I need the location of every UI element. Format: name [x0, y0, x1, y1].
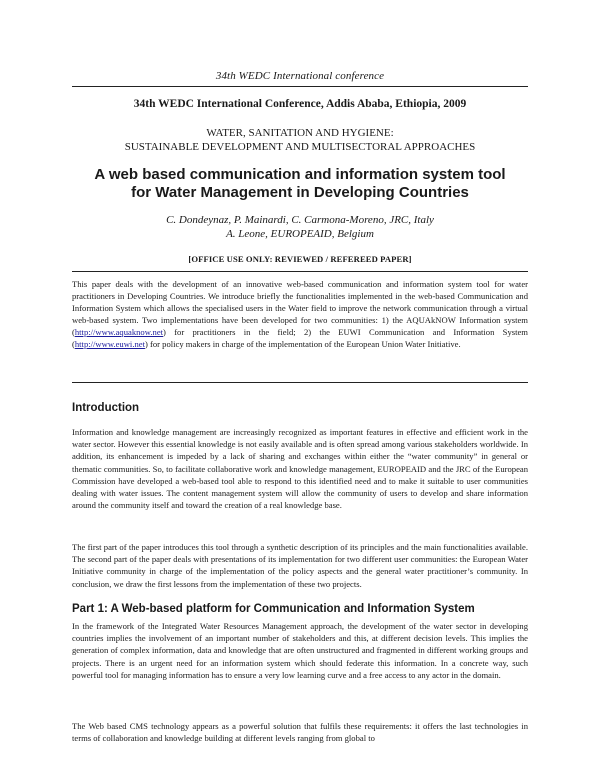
office-use-note: [OFFICE USE ONLY: REVIEWED / REFEREED PAPER] — [188, 254, 412, 264]
aquaknow-link[interactable]: http://www.aquaknow.net — [74, 326, 164, 337]
part1-paragraph-1: In the framework of the Integrated Water Resources Management approach, the development of the water sector in developing countries implies the involvement of an important number of stakeholders and this, at different decision levels. This implies the generation of complex information, data and knowledge that are often unstructured and fragmented in different working groups and projects. There is an urgent need for an information system which should federate this information. In a concrete way, such powerful tool for managing information has to ensure a very low learning curve and a free access to any actor in the domain. — [72, 621, 528, 680]
conference-line: 34th WEDC International Conference, Addis Ababa, Ethiopia, 2009 — [133, 98, 467, 110]
part1-paragraph-2: The Web based CMS technology appears as a powerful solution that fulfils these requirements: it offers the last technologies in terms of collaboration and knowledge building at different levels ranging from global to — [72, 721, 528, 744]
paper-title-line-2: for Water Management in Developing Countries — [131, 184, 469, 201]
running-header: 34th WEDC International conference — [215, 70, 385, 82]
introduction-paragraph-2: The first part of the paper introduces this tool through a synthetic description of its principles and the main functionalities available. The second part of the paper deals with presentations of its implementation for two different user communities: the European Water Initiative community in charge of the implementation of the policy aspects and the general water practitioner’s community. In conclusion, we draw the first lessons from the implementation of these two projects. — [72, 542, 528, 589]
introduction-paragraph-1: Information and knowledge management are increasingly recognized as important features in effective and efficient work in the water sector. However this essential knowledge is not easily available and is often spread among various stakeholders worldwide. In addition, its enhancement is impeded by a lack of sharing and exchanges within either the “water community” in general or thematic communities. So, to facilitate collaborative work and knowledge management, EUROPEAID and the JRC of the European Commission have developed a web-based tool able to respond to this identified need and to make it suitable to user communities dealing with water issues. The content management system will allow the community of users to develop and share information around the community itself and toward the creation of a real knowledge base. — [72, 427, 528, 511]
euwi-link[interactable]: http://www.euwi.net — [74, 338, 145, 349]
abstract-bottom-rule — [72, 382, 528, 383]
section-heading-part-1: Part 1: A Web-based platform for Communication and Information System — [72, 603, 475, 615]
authors-line-2: A. Leone, EUROPEAID, Belgium — [226, 228, 374, 240]
theme-line-1: WATER, SANITATION AND HYGIENE: — [206, 127, 394, 139]
abstract — [72, 279, 528, 350]
abstract-top-rule — [72, 271, 528, 272]
abstract-text-3: ) for policy makers in charge of the implementation of the European Union Water Initiative. — [144, 338, 461, 349]
authors-line-1: C. Dondeynaz, P. Mainardi, C. Carmona-Moreno, JRC, Italy — [166, 214, 434, 226]
section-heading-introduction: Introduction — [72, 402, 140, 414]
header-rule — [72, 86, 528, 87]
abstract-text-1: This paper deals with the development of an innovative web-based communication and information system tool for water practitioners in Developing Countries. We introduce briefly the functionalities implemented in the web-based Communication and Information System which allows the specialised users in the Water field to improve the network communication through a virtual web-based system. Two implementations have been developed for two communities: 1) the AQUAkNOW Information system ( — [72, 279, 528, 337]
abstract-text-2: ) for practitioners in the field; 2) the EUWI Communication and Information System ( — [72, 326, 528, 349]
theme-line-2: SUSTAINABLE DEVELOPMENT AND MULTISECTORAL APPROACHES — [124, 141, 476, 153]
paper-title-line-1: A web based communication and information system tool — [94, 166, 506, 183]
